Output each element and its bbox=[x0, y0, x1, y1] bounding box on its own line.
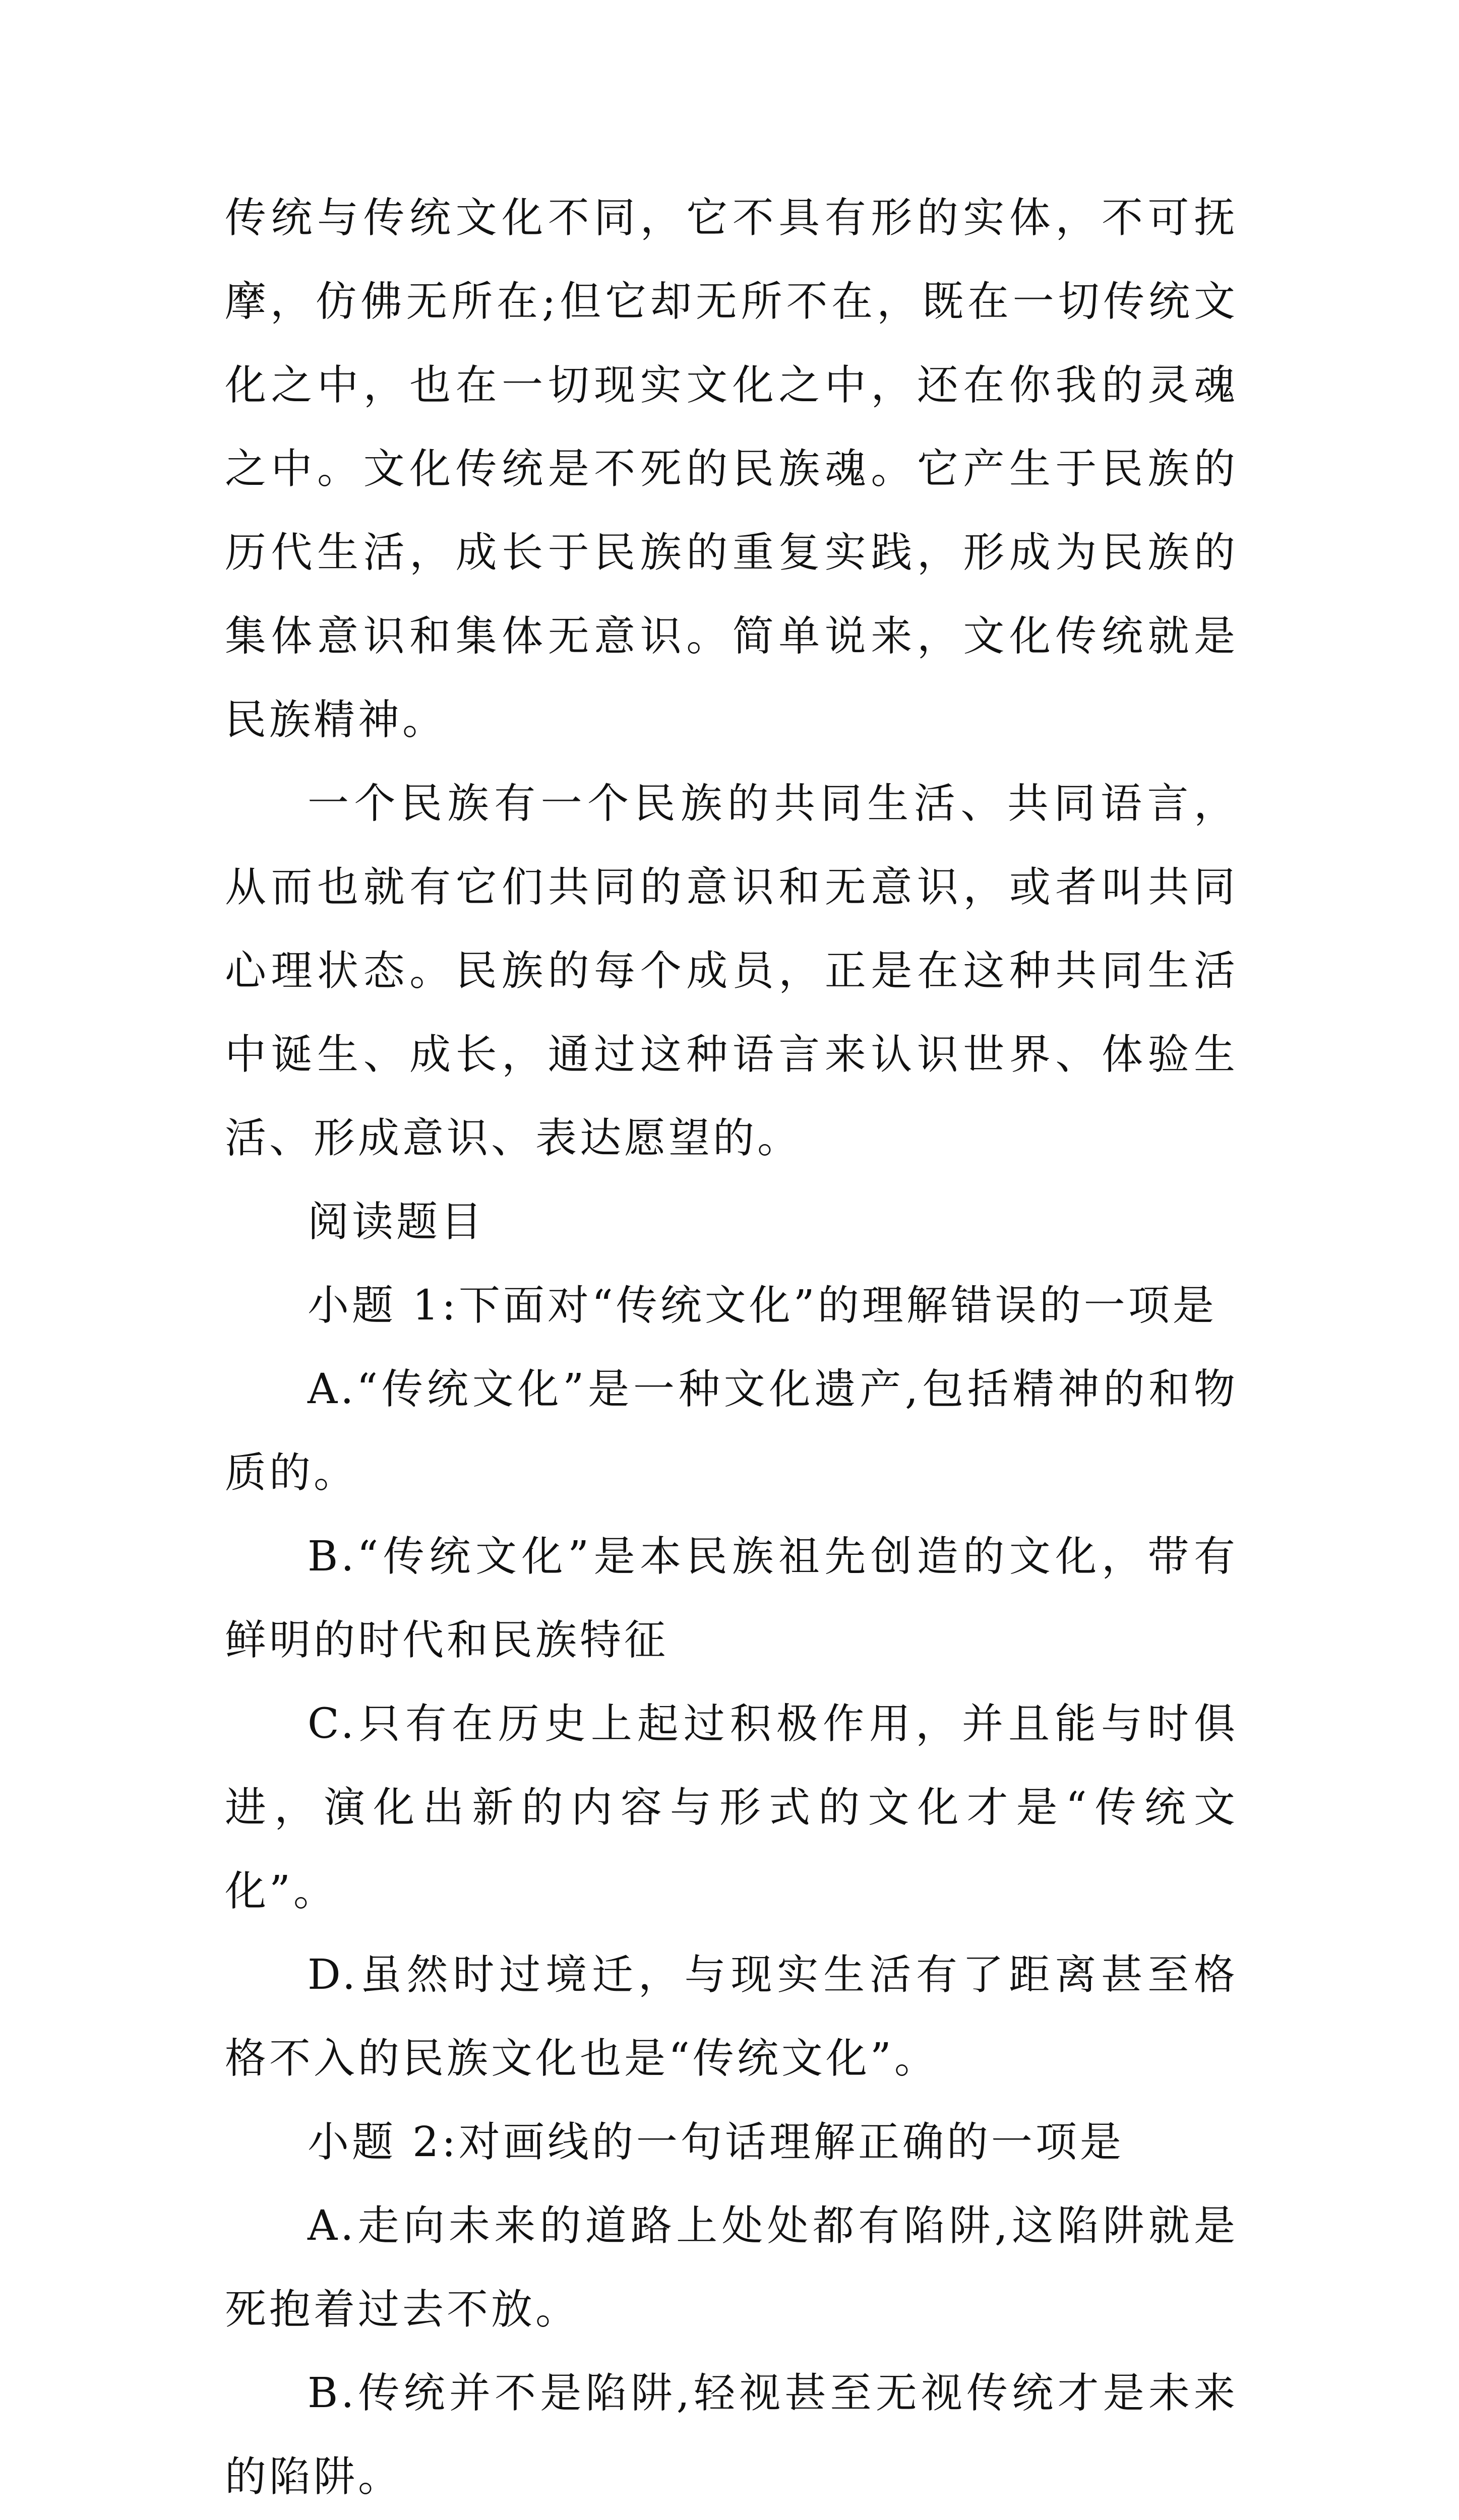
question-2-option-b: B.传统并不是陷阱,轻视甚至无视传统才是未来的陷阱。 bbox=[225, 2369, 1238, 2501]
document-body bbox=[225, 176, 1238, 2520]
question-1-option-d: D.虽然时过境迁，与现实生活有了距离甚至格格不入的民族文化也是“传统文化”。 bbox=[225, 1951, 1238, 2083]
section-heading-reading-questions: 阅读题目 bbox=[308, 1198, 485, 1246]
paragraph-tradition-definition: 传统与传统文化不同，它不具有形的实体，不可抚摩，仿佛无所在;但它却无所不在，既在一切传统文化之中，也在一切现实文化之中，还在你我的灵魂之中。文化传统是不死的民族魂。它产生于民族的历代生活，成长于民族的重复实践，形成为民族的集体意识和集体无意识。简单说来，文化传统就是民族精神。 bbox=[225, 194, 1238, 744]
question-1-option-b: B.“传统文化”是本民族祖先创造的文化，带有鲜明的时代和民族特征 bbox=[225, 1533, 1238, 1664]
question-2-option-c bbox=[225, 2519, 1238, 2520]
question-2-option-a: A.走向未来的道路上处处都有陷阱,这陷阱就是死抱着过去不放。 bbox=[225, 2202, 1238, 2334]
paragraph-common-life: 一个民族有一个民族的共同生活、共同语言，从而也就有它们共同的意识和无意识，或者叫共同心理状态。民族的每个成员，正是在这种共同生活中诞生、成长，通过这种语言来认识世界、体验生活、形成意识、表达愿望的。 bbox=[225, 780, 1238, 1162]
question-1-stem: 小题 1:下面对“传统文化”的理解错误的一项是 bbox=[308, 1282, 1217, 1330]
question-2-stem: 小题 2:对画线的一句话理解正确的一项是 bbox=[308, 2118, 1124, 2166]
question-1-option-c: C.只有在历史上起过积极作用，并且能与时俱进，演化出新的内容与形式的文化才是“传统文化”。 bbox=[225, 1700, 1238, 1915]
question-1-option-a: A.“传统文化”是一种文化遗产,包括精神的和物质的。 bbox=[225, 1365, 1238, 1497]
